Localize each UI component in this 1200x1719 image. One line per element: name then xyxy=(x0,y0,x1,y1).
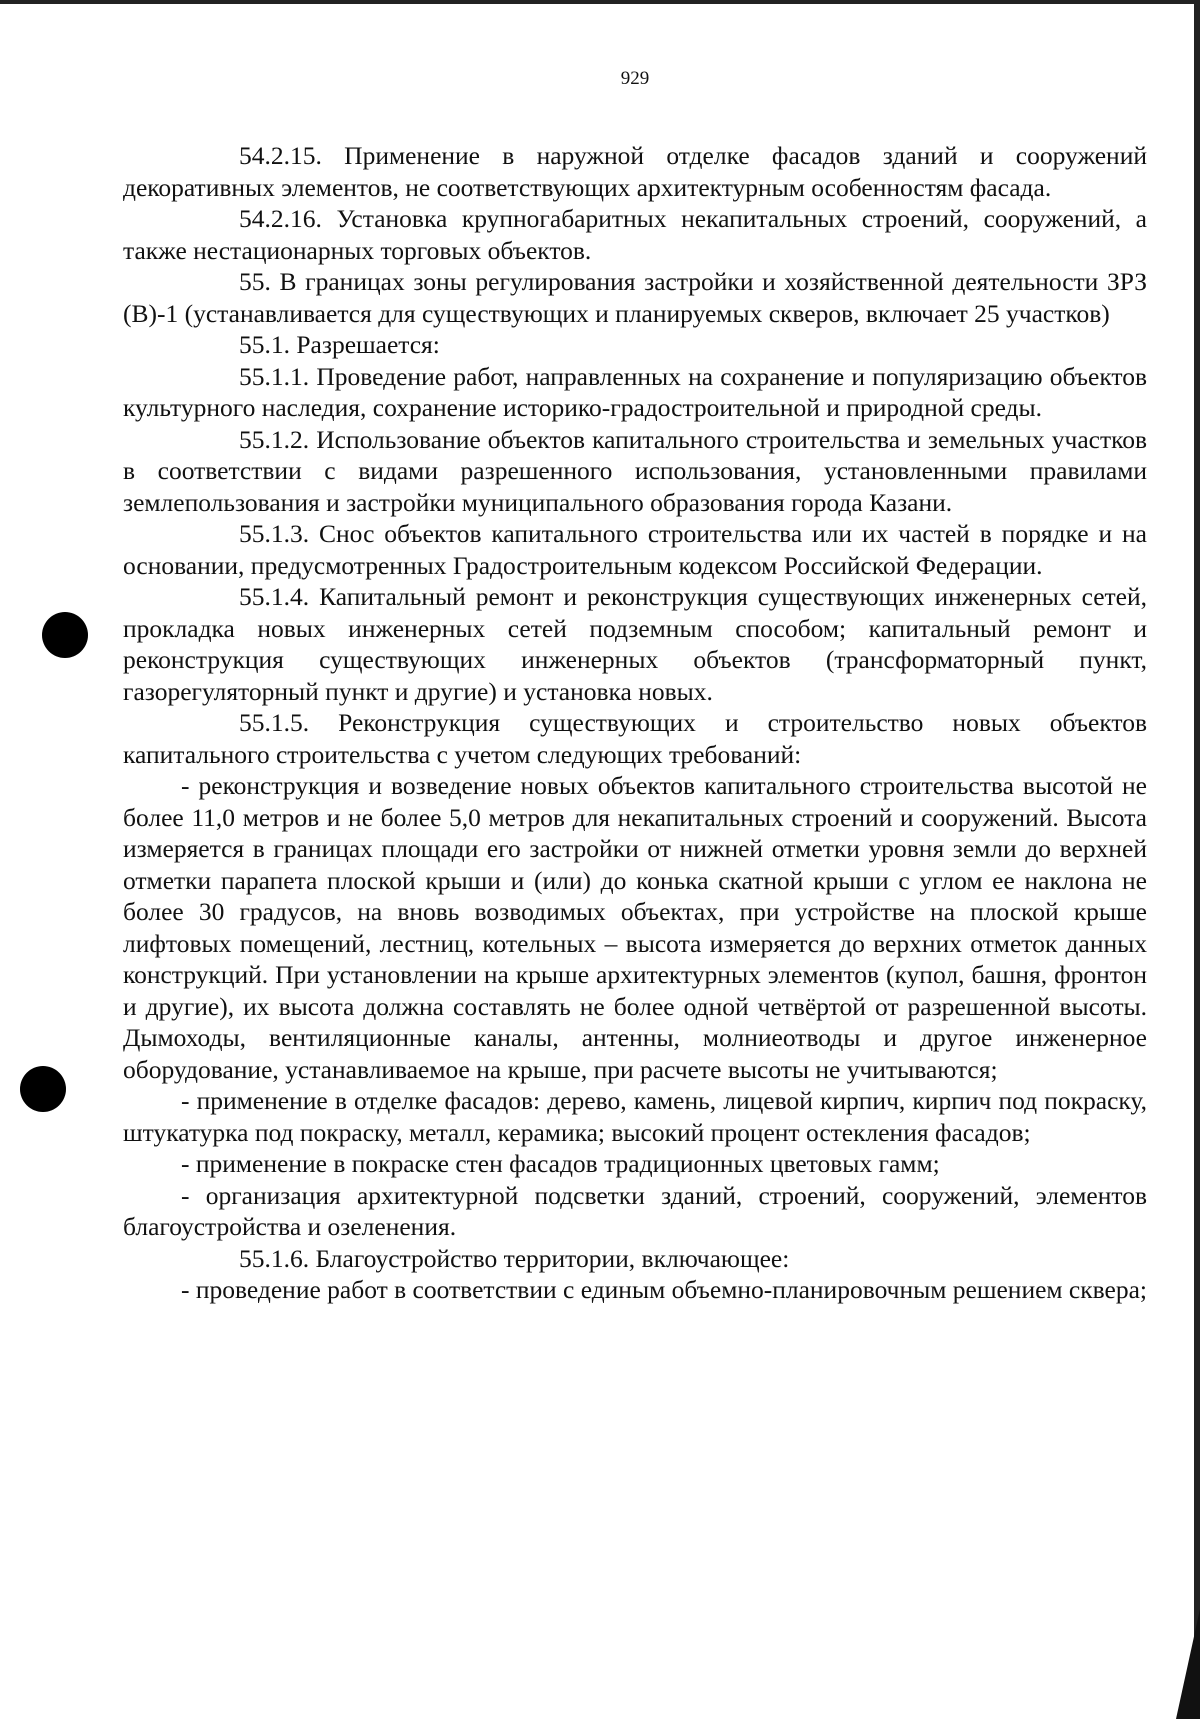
list-item-facade-materials: - применение в отделке фасадов: дерево, камень, лицевой кирпич, кирпич под покраску, штукатурка под покраску, металл, керамика; высокий процент остекления фасадов; xyxy=(123,1086,1147,1147)
paragraph-55-1-5: 55.1.5. Реконструкция существующих и строительство новых объектов капитального строительства с учетом следующих требований: xyxy=(123,708,1148,769)
paragraph-55-1-2: 55.1.2. Использование объектов капитального строительства и земельных участков в соответствии с видами разрешенного использования, установленными правилами землепользования и застройки муниципального образования города Казани. xyxy=(123,424,1147,517)
paragraph-55-1-6: 55.1.6. Благоустройство территории, включающее: xyxy=(239,1243,790,1273)
document-body xyxy=(123,140,1147,1306)
paragraph-55-1: 55.1. Разрешается: xyxy=(239,330,440,359)
scan-corner xyxy=(1176,1609,1200,1719)
list-item-lighting: - организация архитектурной подсветки зданий, строений, сооружений, элементов благоустройства и озеленения. xyxy=(123,1180,1147,1241)
scan-edge-top xyxy=(0,0,1200,4)
list-item-facade-colors: - применение в покраске стен фасадов традиционных цветовых гамм; xyxy=(181,1149,940,1178)
list-item-square-planning: - проведение работ в соответствии с единым объемно-планировочным решением сквера; xyxy=(181,1275,1147,1304)
list-item-height-requirements: - реконструкция и возведение новых объектов капитального строительства высотой не более 11,0 метров и не более 5,0 метров для некапитальных строений и сооружений. Высота измеряется в границах площади его застройки от нижней отметки уровня земли до верхней отметки парапета плоской крыши и (или) до конька скатной крыши с углом ее наклона не более 30 градусов, на вновь возводимых объектах, при устройстве на плоской крыше лифтовых помещений, лестниц, котельных – высота измеряется до верхних отметок данных конструкций. При установлении на крыше архитектурных элементов (купол, башня, фронтон и другие), их высота должна составлять не более одной четвёртой от разрешенной высоты. Дымоходы, вентиляционные каналы, антенны, молниеотводы и другое инженерное оборудование, устанавливаемое на крыше, при расчете высоты не учитываются; xyxy=(123,771,1147,1084)
punch-hole-upper xyxy=(42,612,88,658)
paragraph-54-2-16: 54.2.16. Установка крупногабаритных некапитальных строений, сооружений, а также нестационарных торговых объектов. xyxy=(123,204,1148,265)
paragraph-55-1-4: 55.1.4. Капитальный ремонт и реконструкция существующих инженерных сетей, прокладка новых инженерных сетей подземным способом; капитальный ремонт и реконструкция существующих инженерных объектов (трансформаторный пункт, газорегуляторный пункт и другие) и установка новых. xyxy=(123,582,1148,706)
paragraph-54-2-15: 54.2.15. Применение в наружной отделке фасадов зданий и сооружений декоративных элементов, не соответствующих архитектурным особенностям фасада. xyxy=(123,141,1147,202)
paragraph-55-1-1: 55.1.1. Проведение работ, направленных на сохранение и популяризацию объектов культурного наследия, сохранение историко-градостроительной и природной среды. xyxy=(123,361,1147,422)
paragraph-55-1-3: 55.1.3. Снос объектов капитального строительства или их частей в порядке и на основании, предусмотренных Градостроительным кодексом Российской Федерации. xyxy=(123,519,1148,580)
page-number: 929 xyxy=(620,68,650,89)
punch-hole-lower xyxy=(20,1066,66,1112)
paragraph-55: 55. В границах зоны регулирования застройки и хозяйственной деятельности ЗРЗ (В)-1 (устанавливается для существующих и планируемых скверов, включает 25 участков) xyxy=(123,267,1148,328)
scan-edge-right xyxy=(1194,0,1200,1719)
